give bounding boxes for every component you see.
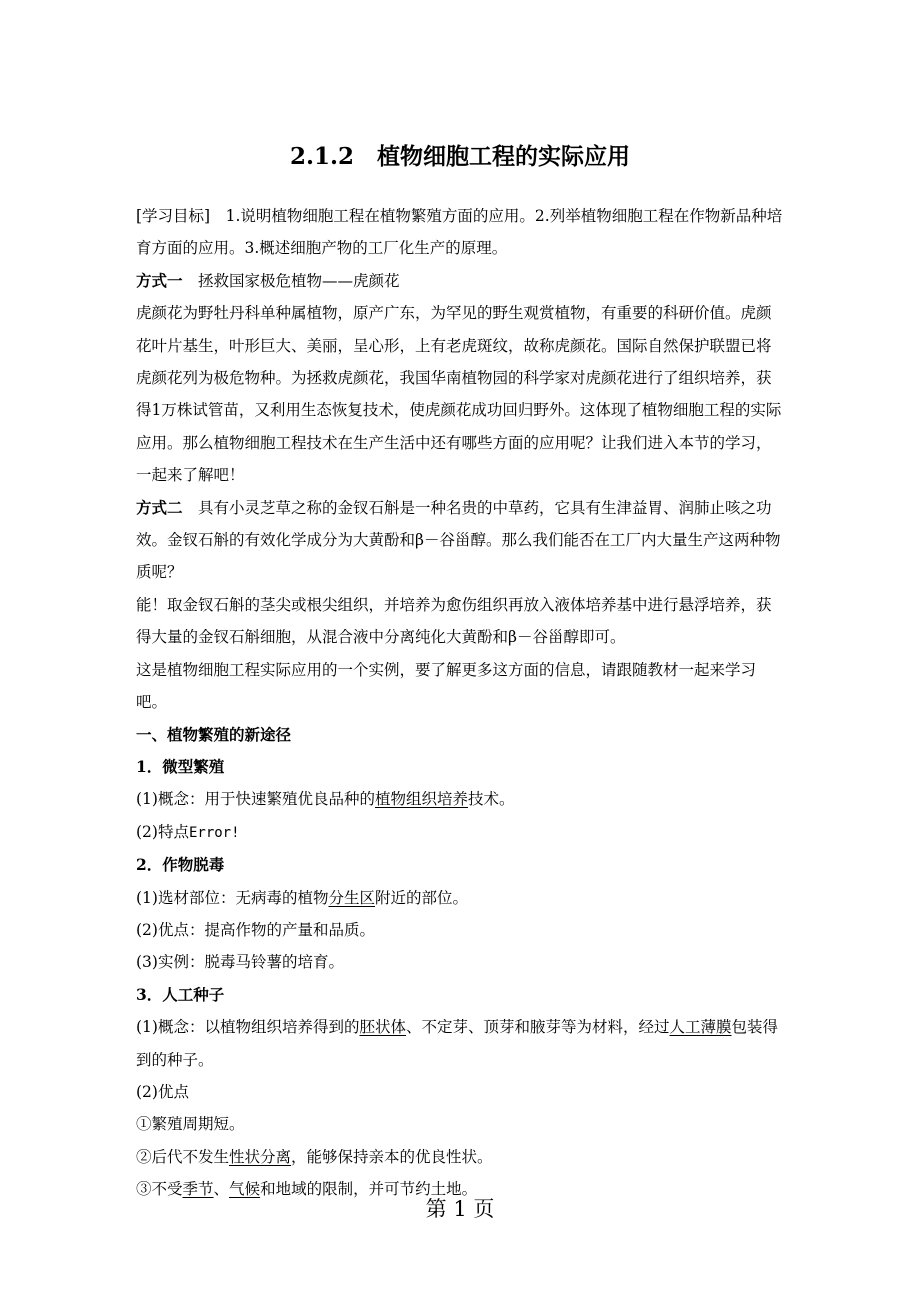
- micro-concept-post: 技术。: [467, 790, 515, 809]
- seed-adv3-sep: 、: [213, 1180, 230, 1199]
- way2-paragraph: [136, 492, 786, 589]
- seed-adv2: [136, 1141, 786, 1173]
- seed-concept-key2: 人工薄膜: [669, 1018, 732, 1037]
- way2-text: 具有小灵芝草之称的金钗石斛是一种名贵的中草药，它具有生津益胃、润肺止咳之功效。金钗石斛的有效化学成分为大黄酚和β－谷甾醇。那么我们能否在工厂内大量生产这两种物质呢？: [136, 498, 781, 582]
- detox-advantage: (2)优点：提高作物的产量和品质。: [136, 920, 375, 939]
- seed-concept-pre: (1)概念：以植物组织培养得到的: [136, 1018, 360, 1037]
- document-body: [136, 200, 786, 1206]
- seed-concept-key1: 胚状体: [359, 1018, 406, 1037]
- way1-paragraph: 虎颜花为野牡丹科单种属植物，原产广东，为罕见的野生观赏植物，有重要的科研价值。虎颜花叶片基生，叶形巨大、美丽，呈心形，上有老虎斑纹，故称虎颜花。国际自然保护联盟已将虎颜花列为极危物种。为拯救虎颜花，我国华南植物园的科学家对虎颜花进行了组织培养，获得1万株试管苗，又利用生态恢复技术，使虎颜花成功回归野外。这体现了植物细胞工程的实际应用。那么植物细胞工程技术在生产生活中还有哪些方面的应用呢？让我们进入本节的学习，一起来了解吧！: [136, 304, 782, 485]
- way2-label: 方式二: [136, 497, 183, 517]
- micro-concept-pre: (1)概念：用于快速繁殖优良品种的: [136, 790, 375, 809]
- micro-concept: [136, 783, 786, 815]
- way2-closing: 这是植物细胞工程实际应用的一个实例，要了解更多这方面的信息，请跟随教材一起来学习吧。: [136, 660, 757, 712]
- way1-heading: [136, 265, 786, 297]
- seed-concept-post: 包装得到的种子。: [136, 1018, 779, 1069]
- seed-adv3-pre: ③不受: [136, 1180, 183, 1199]
- way1-heading-text: 拯救国家极危植物——虎颜花: [182, 271, 400, 290]
- objectives-text: 1.说明植物细胞工程在植物繁殖方面的应用。2.列举植物细胞工程在作物新品种培育方面的应用。3.概述细胞产物的工厂化生产的原理。: [136, 207, 783, 258]
- seed-concept: [136, 1011, 786, 1076]
- seed-adv2-post: ，能够保持亲本的优良性状。: [291, 1147, 493, 1166]
- seed-adv3-key2: 气候: [229, 1180, 261, 1199]
- seed-adv3-post: 和地域的限制，并可节约土地。: [260, 1180, 478, 1199]
- detox-site-post: 附近的部位。: [374, 888, 468, 907]
- detox-site-key: 分生区: [328, 888, 375, 907]
- page-title: 2.1.2 植物细胞工程的实际应用: [289, 143, 631, 170]
- objectives-label: [学习目标]: [136, 207, 211, 225]
- seed-adv3-key1: 季节: [182, 1180, 214, 1199]
- learning-objectives: [136, 200, 786, 265]
- page-number: 第 1 页: [425, 1197, 495, 1221]
- detox-example: (3)实例：脱毒马铃薯的培育。: [136, 953, 344, 972]
- seed-concept-mid: 、不定芽、顶芽和腋芽等为材料，经过: [405, 1018, 670, 1037]
- seed-adv2-key: 性状分离: [229, 1147, 292, 1166]
- micro-feature-pre: (2)特点: [136, 822, 189, 841]
- seed-heading: 3．人工种子: [136, 984, 225, 1004]
- detox-site: [136, 882, 786, 914]
- seed-adv1: ①繁殖周期短。: [136, 1115, 245, 1134]
- micro-heading: 1．微型繁殖: [136, 756, 225, 776]
- section1-heading: 一、植物繁殖的新途径: [136, 724, 292, 744]
- seed-adv2-pre: ②后代不发生: [136, 1147, 230, 1166]
- micro-feature-error: Error!: [188, 824, 240, 841]
- micro-concept-key: 植物组织培养: [374, 790, 468, 809]
- micro-feature: [136, 816, 786, 849]
- way2-answer: 能！取金钗石斛的茎尖或根尖组织，并培养为愈伤组织再放入液体培养基中进行悬浮培养，获得大量的金钗石斛细胞，从混合液中分离纯化大黄酚和β－谷甾醇即可。: [136, 595, 772, 647]
- detox-site-pre: (1)选材部位：无病毒的植物: [136, 888, 329, 907]
- way1-label: 方式一: [136, 270, 183, 290]
- detox-heading: 2．作物脱毒: [136, 855, 225, 875]
- seed-adv-heading: (2)优点: [136, 1082, 189, 1101]
